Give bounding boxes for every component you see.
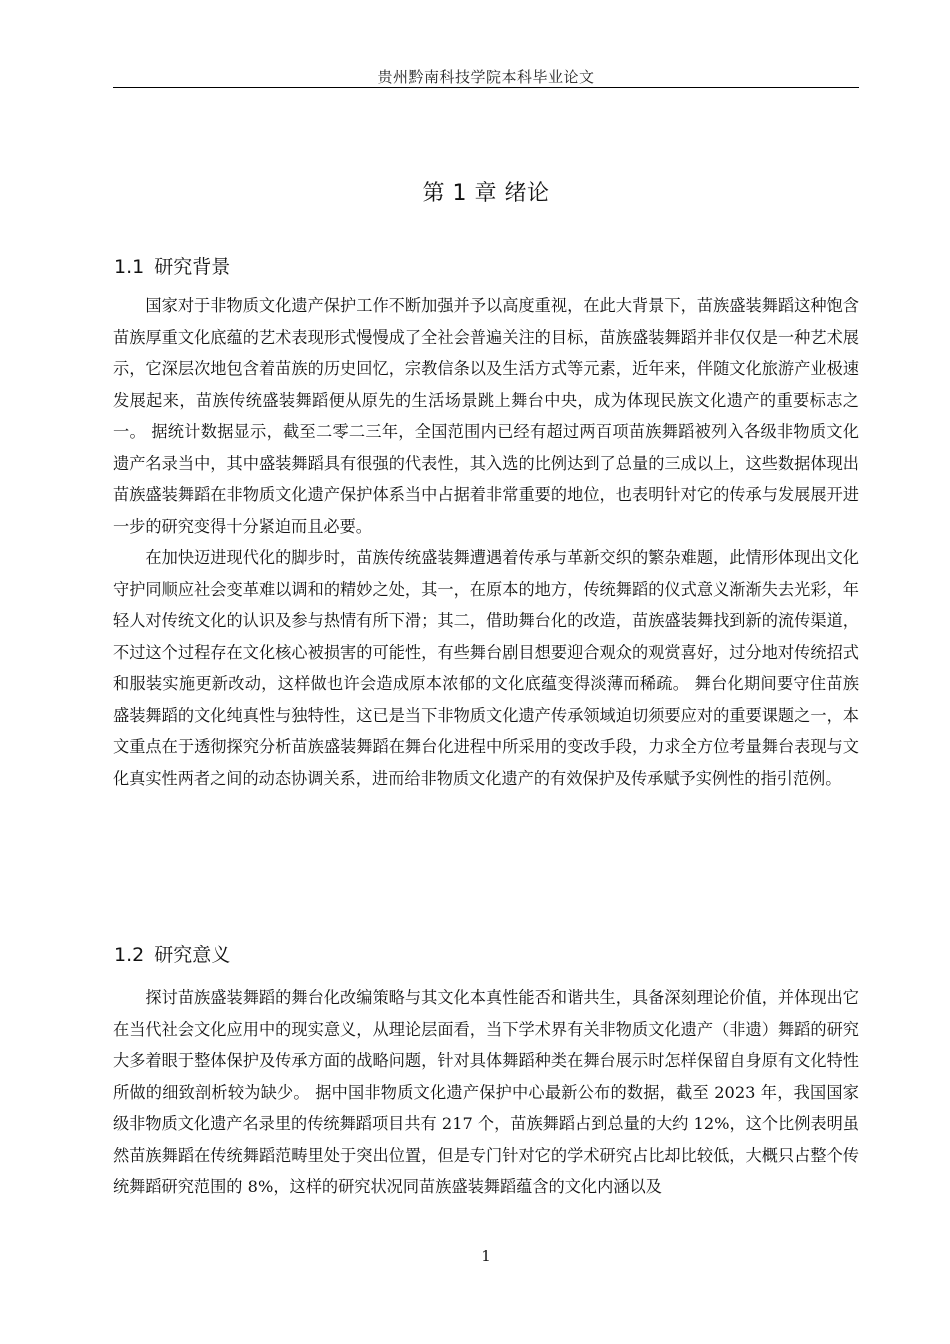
section-body-1-1: [113, 290, 859, 794]
section-title: 研究背景: [154, 256, 231, 278]
section-number: 1.2: [114, 944, 145, 966]
body-paragraph: 在加快迈进现代化的脚步时，苗族传统盛装舞遭遇着传承与革新交织的繁杂难题，此情形体现出文化守护同顺应社会变革难以调和的精妙之处，其一，在原本的地方，传统舞蹈的仪式意义渐渐失去光彩，年轻人对传统文化的认识及参与热情有所下滑；其二，借助舞台化的改造，苗族盛装舞找到新的流传渠道，不过这个过程存在文化核心被损害的可能性，有些舞台剧目想要迎合观众的观赏喜好，过分地对传统招式和服装实施更新改动，这样做也许会造成原本浓郁的文化底蕴变得淡薄而稀疏。 舞台化期间要守住苗族盛装舞蹈的文化纯真性与独特性，这已是当下非物质文化遗产传承领域迫切须要应对的重要课题之一，本文重点在于透彻探究分析苗族盛装舞蹈在舞台化进程中所采用的变改手段，力求全方位考量舞台表现与文化真实性两者之间的动态协调关系，进而给非物质文化遗产的有效保护及传承赋予实例性的指引范例。: [113, 548, 859, 788]
chapter-title: 第 1 章 绪论: [422, 181, 550, 206]
section-number: 1.1: [114, 256, 145, 278]
running-header-title: 贵州黔南科技学院本科毕业论文: [377, 68, 595, 86]
body-paragraph: 国家对于非物质文化遗产保护工作不断加强并予以高度重视，在此大背景下，苗族盛装舞蹈这种饱含苗族厚重文化底蕴的艺术表现形式慢慢成了全社会普遍关注的目标，苗族盛装舞蹈并非仅仅是一种艺术展示，它深层次地包含着苗族的历史回忆，宗教信条以及生活方式等元素，近年来，伴随文化旅游产业极速发展起来，苗族传统盛装舞蹈便从原先的生活场景跳上舞台中央，成为体现民族文化遗产的重要标志之一。 据统计数据显示，截至二零二三年，全国范围内已经有超过两百项苗族舞蹈被列入各级非物质文化遗产名录当中，其中盛装舞蹈具有很强的代表性，其入选的比例达到了总量的三成以上，这些数据体现出苗族盛装舞蹈在非物质文化遗产保护体系当中占据着非常重要的地位，也表明针对它的传承与发展展开进一步的研究变得十分紧迫而且必要。: [113, 296, 859, 536]
section-body-1-2: [113, 982, 859, 1203]
body-paragraph: 探讨苗族盛装舞蹈的舞台化改编策略与其文化本真性能否和谐共生，具备深刻理论价值，并体现出它在当代社会文化应用中的现实意义，从理论层面看，当下学术界有关非物质文化遗产（非遗）舞蹈的研究大多着眼于整体保护及传承方面的战略问题，针对具体舞蹈种类在舞台展示时怎样保留自身原有文化特性所做的细致剖析较为缺少。 据中国非物质文化遗产保护中心最新公布的数据，截至 2023 年，我国国家级非物质文化遗产名录里的传统舞蹈项目共有 217 个，苗族舞蹈占到总量的大约 12%，这个比例表明虽然苗族舞蹈在传统舞蹈范畴里处于突出位置，但是专门针对它的学术研究占比却比较低，大概只占整个传统舞蹈研究范围的 8%，这样的研究状况同苗族盛装舞蹈蕴含的文化内涵以及: [113, 988, 859, 1196]
header-divider: [113, 87, 859, 88]
section-title: 研究意义: [154, 944, 231, 966]
section-heading-1-1: [114, 252, 230, 279]
section-heading-1-2: [114, 940, 230, 967]
page-number: 1: [481, 1247, 491, 1265]
